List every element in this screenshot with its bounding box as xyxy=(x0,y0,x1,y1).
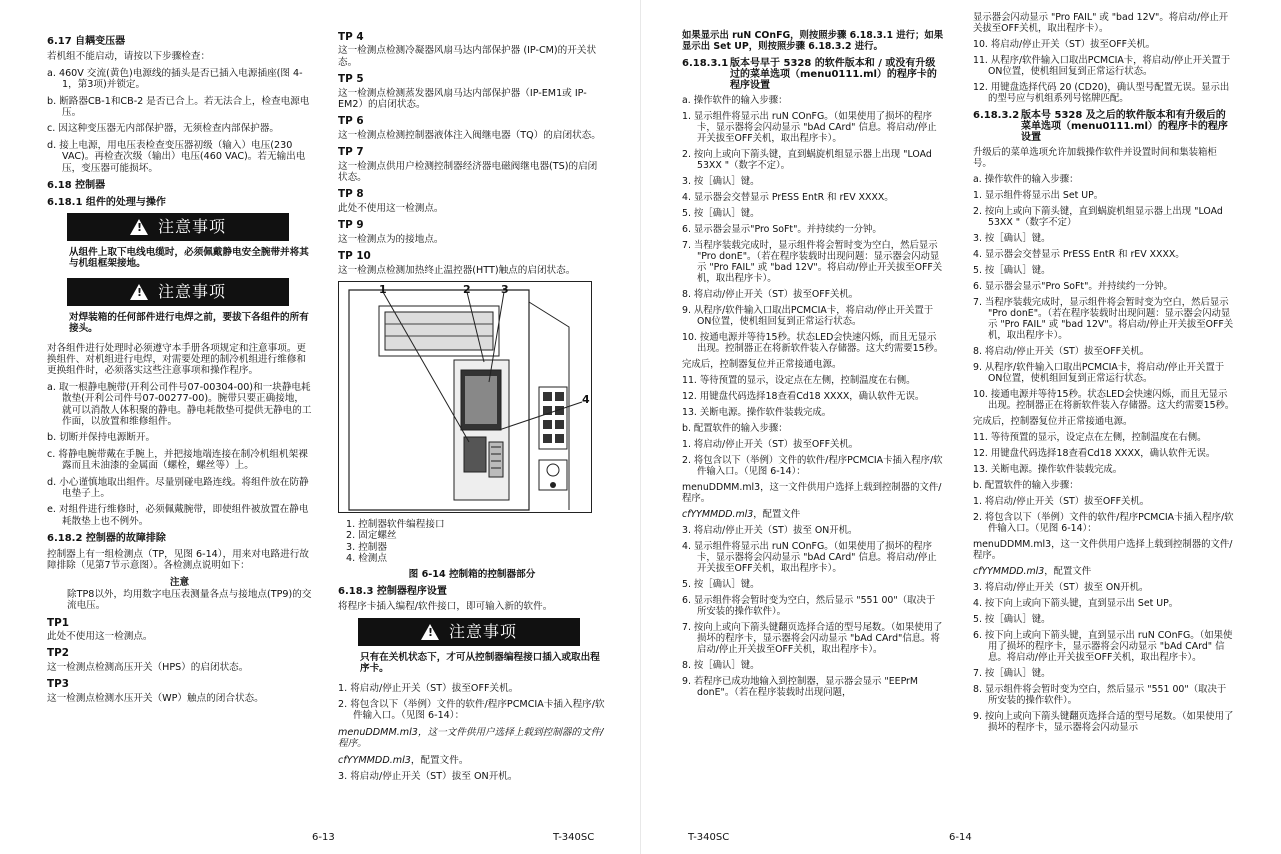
list-item: 1. 显示组件将显示出 ruN COnFG。（如果使用了损坏的程序卡，显示器将会闪动显示 "bAd CArd" 信息。将启动/停止开关拔至OFF关机，取出程序卡）。 xyxy=(682,111,937,144)
list-item: 8. 按［确认］键。 xyxy=(682,660,760,671)
model-label-right: T-340SC xyxy=(688,832,730,843)
paragraph: 对各组件进行处理时必须遵守本手册各项规定和注意事项。更换组件、对机组进行电焊，对需要处理的制冷机组进行维修和更换组件时，必须落实这些注意事项和操作程序。 xyxy=(47,342,307,377)
paragraph: 控制器上有一组检测点（TP，见图 6-14），用来对电路进行故障排除（见第7节示意图）。各检测点说明如下： xyxy=(47,548,309,571)
list-item: 9. 若程序已成功地输入到控制器，显示器会显示 "EEPrM donE"。（若在程序装载时出现问题， xyxy=(682,676,918,698)
list-item: 13. 关断电源。操作软件装载完成。 xyxy=(682,407,832,418)
file-name: cfYYMMDD.ml3 xyxy=(682,509,754,520)
caution-text: 只有在关机状态下，才可从控制器编程接口插入或取出程序卡。 xyxy=(360,651,600,675)
file-name: cfYYMMDD.ml3 xyxy=(338,754,411,766)
tp-label: TP 4 xyxy=(338,31,364,43)
controller-figure xyxy=(338,281,592,513)
column-3 xyxy=(682,30,944,703)
list-item: 10. 将启动/停止开关（ST）拔至OFF关机。 xyxy=(973,39,1156,50)
list-subitem xyxy=(973,566,1235,577)
note-text: 除TP8以外，均用数字电压表测量各点与接地点(TP9)的交流电压。 xyxy=(67,588,312,612)
list-item: 4. 显示器会交替显示 PrESS EntR 和 rEV XXXX。 xyxy=(973,249,1185,260)
tp-text: 这一检测点检测冷凝器风扇马达内部保护器 (IP-CM)的开关状态。 xyxy=(338,45,597,68)
heading-number: 6.18.3.2 xyxy=(973,110,1020,121)
tp-text: 这一检测点检测加热终止温控器(HTT)触点的启闭状态。 xyxy=(338,264,576,276)
list-item: 5. 按［确认］键。 xyxy=(973,265,1051,276)
tp-label: TP 7 xyxy=(338,146,364,159)
list-item: 9. 从程序/软件输入口取出PCMCIA卡，将启动/停止开关置于ON位置，使机组回复到正常运行状态。 xyxy=(682,305,934,327)
tp-text: 这一检测点检测控制器液体注入阀继电器（TQ）的启闭状态。 xyxy=(338,129,601,141)
list-item: 6. 显示器会显示"Pro SoFt"。并持续约一分钟。 xyxy=(682,224,882,235)
page-number-right: 6-14 xyxy=(949,832,972,843)
tp-text: 这一检测点检测水压开关（WP）触点的闭合状态。 xyxy=(47,692,264,704)
list-intro: a. 操作软件的输入步骤： xyxy=(973,174,1079,185)
list-item: 13. 关断电源。操作软件装载完成。 xyxy=(973,464,1123,475)
list-item: 1. 将启动/停止开关（ST）拔至OFF关机。 xyxy=(682,439,859,450)
list-item: 5. 按［确认］键。 xyxy=(682,208,760,219)
list-item: 2. 将包含以下（举例）文件的软件/程序PCMCIA卡插入程序/软件输入口。（见图 6-14）： xyxy=(973,512,1234,534)
legend-item: 3. 控制器 xyxy=(346,541,387,553)
callout-label: 1 xyxy=(379,282,387,296)
list-subitem: menuDDMM.ml3，这一文件供用户选择上载到控制器的文件/程序。 xyxy=(973,539,1233,561)
list-item: 7. 当程序装载完成时，显示组件将会暂时变为空白，然后显示 "Pro donE"。（若在程序装载时出现问题：显示器会闪动显示 "Pro FAIL" 或 "bad 12V"。将启动/停止开关拔至OFF关机，取出程序卡）。 xyxy=(682,240,943,284)
list-subitem: menuDDMM.ml3，这一文件供用户选择上载到控制器的文件/程序。 xyxy=(682,482,942,504)
callout-label: 2 xyxy=(463,282,471,296)
list-item: 2. 将包含以下（举例）文件的软件/程序PCMCIA卡插入程序/软件输入口。（见图 6-14）： xyxy=(682,455,943,477)
caution-text: 从组件上取下电线电缆时，必须佩戴静电安全腕带并将其与机组框架接地。 xyxy=(69,246,309,270)
file-desc: ，配置文件 xyxy=(753,509,801,520)
list-item: c. 因这种变压器无内部保护器，无须检查内部保护器。 xyxy=(47,123,280,135)
list-item: 9. 按向上或向下箭头键翻页选择合适的型号尾数。（如果使用了损坏的程序卡，显示器将会闪动显示 xyxy=(973,711,1234,733)
warning-icon: ! xyxy=(130,284,148,300)
list-item: 1. 将启动/停止开关（ST）拔至OFF关机。 xyxy=(973,496,1150,507)
tp-label: TP 10 xyxy=(338,250,371,263)
legend-item: 4. 检测点 xyxy=(346,553,387,565)
list-item: 6. 显示器会显示"Pro SoFt"。并持续约一分钟。 xyxy=(973,281,1173,292)
list-item: 2. 将包含以下（举例）文件的软件/程序PCMCIA卡插入程序/软件输入口。（见图 6-14）： xyxy=(338,698,605,722)
list-item: 10. 接通电源并等待15秒。状态LED会快速闪烁，而且无显示出现。控制器正在将新软件装入存储器。这大约需要15秒。 xyxy=(973,389,1235,411)
list-note: 完成后，控制器复位并正常接通电源。 xyxy=(682,359,842,370)
caution-label: 注意事项 xyxy=(157,281,226,301)
list-item: 11. 等待预置的显示，设定点在左侧，控制温度在右侧。 xyxy=(682,375,916,386)
caution-banner xyxy=(67,278,289,306)
list-item: 2. 按向上或向下箭头键，直到蜗旋机组显示器上出现 "LOAd 53XX "（数字不定）。 xyxy=(682,149,932,171)
list-item: 12. 用键盘代码选择18查看Cd18 XXXX，确认软件无误。 xyxy=(682,391,925,402)
heading-6-18-2: 6.18.2 控制器的故障排除 xyxy=(47,533,166,545)
list-item: 4. 显示组件将显示出 ruN COnFG。（如果使用了损坏的程序卡，显示器将会闪动显示 "bAd CArd" 信息。将启动/停止开关拔至OFF关机，取出程序卡）。 xyxy=(682,541,937,574)
list-item: 5. 按［确认］键。 xyxy=(973,614,1051,625)
heading-6-17: 6.17 自耦变压器 xyxy=(47,36,126,47)
heading-6-18-3-1 xyxy=(682,58,944,91)
list-item: 4. 显示器会交替显示 PrESS EntR 和 rEV XXXX。 xyxy=(682,192,894,203)
tp-label: TP 9 xyxy=(338,219,364,232)
tp-text: 这一检测点检测蒸发器风扇马达内部保护器（IP-EM1或 IP-EM2）的启闭状态。 xyxy=(338,87,587,111)
paragraph: 升级后的菜单选项允许加载操作软件并设置时间和集装箱柜号。 xyxy=(973,147,1217,169)
list-subitem xyxy=(338,755,606,766)
column-4 xyxy=(973,12,1235,738)
tp-text: 此处不使用这一检测点。 xyxy=(338,202,444,214)
tp-label: TP3 xyxy=(47,678,69,691)
tp-label: TP2 xyxy=(47,647,69,660)
list-item: d. 小心谨慎地取出组件。尽量别碰电路连线。将组件放在防静电垫子上。 xyxy=(47,476,309,499)
tp-text: 这一检测点供用户检测控制器经济器电磁阀继电器(TS)的启闭状态。 xyxy=(338,160,598,184)
page-number-left: 6-13 xyxy=(312,832,335,843)
caution-banner xyxy=(67,213,289,241)
column-2 xyxy=(338,30,606,787)
list-item: 5. 按［确认］键。 xyxy=(682,579,760,590)
list-item: 8. 将启动/停止开关（ST）拔至OFF关机。 xyxy=(682,289,859,300)
list-item: 12. 用键盘选择代码 20 (CD20)，确认型号配置无误。显示出的型号应与机组系列号铭牌匹配。 xyxy=(973,82,1230,104)
tp-text: 此处不使用这一检测点。 xyxy=(47,631,153,643)
controller-illustration xyxy=(339,282,591,512)
list-intro: b. 配置软件的输入步骤： xyxy=(973,480,1079,491)
page-gutter xyxy=(640,0,641,854)
callout-label: 3 xyxy=(501,282,509,296)
heading-number: 6.18.3.1 xyxy=(682,58,729,69)
list-item: 3. 按［确认］键。 xyxy=(682,176,760,187)
list-item: 6. 按下向上或向下箭头键，直到显示出 ruN COnFG。（如果使用了损坏的程序卡，显示器将会闪动显示 "bAd CArd" 信息。将启动/停止开关拔至OFF关机，取出程序卡）。 xyxy=(973,630,1233,663)
list-item: 1. 显示组件将显示出 Set UP。 xyxy=(973,190,1104,201)
heading-text: 版本号早于 5328 的软件版本和 / 或没有升级过的菜单选项（menu0111.ml）的程序卡的程序设置 xyxy=(730,58,937,91)
list-note: 完成后，控制器复位并正常接通电源。 xyxy=(973,416,1133,427)
tp-label: TP 8 xyxy=(338,188,364,201)
list-item: 7. 按向上或向下箭头键翻页选择合适的型号尾数。（如果使用了损坏的程序卡，显示器将会闪动显示 "bAd CArd"信息。将启动/停止开关拔至OFF关机，取出程序卡）。 xyxy=(682,622,943,655)
list-item: 1. 将启动/停止开关（ST）拔至OFF关机。 xyxy=(338,682,519,694)
list-item: d. 接上电源，用电压表检查变压器初级（输入）电压(230 VAC)。再检查次级（输出）电压(460 VAC)。若无输出电压，变压器可能损坏。 xyxy=(47,139,306,174)
paragraph: 将程序卡插入编程/软件接口，即可输入新的软件。 xyxy=(338,601,553,613)
list-item: 6. 显示组件将会暂时变为空白，然后显示 "551 00"（取决于所安装的操作软件）。 xyxy=(682,595,936,617)
file-name: cfYYMMDD.ml3 xyxy=(973,566,1045,577)
list-item: 7. 按［确认］键。 xyxy=(973,668,1051,679)
list-item: 3. 将启动/停止开关（ST）拔至 ON开机。 xyxy=(682,525,858,536)
list-continuation: 显示器会闪动显示 "Pro FAIL" 或 "bad 12V"。将启动/停止开关拔至OFF关机，取出程序卡）。 xyxy=(973,12,1229,34)
column-1 xyxy=(47,30,312,709)
heading-6-18-3-2 xyxy=(973,110,1235,143)
tp-label: TP1 xyxy=(47,616,69,629)
list-item: 9. 从程序/软件输入口取出PCMCIA卡，将启动/停止开关置于ON位置，使机组回复到正常运行状态。 xyxy=(973,362,1225,384)
list-item: 12. 用键盘代码选择18查看Cd18 XXXX，确认软件无误。 xyxy=(973,448,1216,459)
caution-label: 注意事项 xyxy=(157,217,226,237)
list-item: 3. 将启动/停止开关（ST）拔至 ON开机。 xyxy=(338,771,518,782)
list-item: 11. 从程序/软件输入口取出PCMCIA卡，将启动/停止开关置于ON位置，使机组回复到正常运行状态。 xyxy=(973,55,1231,77)
list-subitem: menuDDMM.ml3，这一文件供用户选择上载到控制器的文件/程序。 xyxy=(338,726,604,750)
warning-icon: ! xyxy=(421,624,439,640)
caution-text: 对焊装箱的任何部件进行电焊之前，要拔下各组件的所有接头。 xyxy=(69,311,309,335)
note-label: 注意 xyxy=(169,577,190,589)
list-item: a. 取一根静电腕带(开利公司件号07-00304-00)和一块静电耗散垫(开利公司件号07-00277-00)。腕带只要正确接地，就可以消散人体积聚的静电。静电耗散垫可提供无静电的工作面，以放置和维修组件。 xyxy=(47,381,312,427)
paragraph: 若机组不能启动，请按以下步骤检查： xyxy=(47,51,211,63)
list-item: 11. 等待预置的显示，设定点在左侧，控制温度在右侧。 xyxy=(973,432,1207,443)
file-desc: ，配置文件。 xyxy=(410,754,469,766)
caution-banner xyxy=(358,618,580,646)
list-subitem xyxy=(682,509,944,520)
model-label-left: T-340SC xyxy=(553,832,595,843)
list-intro: b. 配置软件的输入步骤： xyxy=(682,423,788,434)
heading-6-18-3: 6.18.3 控制器程序设置 xyxy=(338,585,447,597)
list-item: 8. 将启动/停止开关（ST）拔至OFF关机。 xyxy=(973,346,1150,357)
list-item: 4. 按下向上或向下箭头键，直到显示出 Set UP。 xyxy=(973,598,1179,609)
list-intro: a. 操作软件的输入步骤： xyxy=(682,95,788,106)
list-item: c. 将静电腕带戴在手腕上，并把接地端连接在制冷机组机架裸露而且未油漆的金属面（螺栓，螺丝等）上。 xyxy=(47,448,308,472)
figure-caption: 图 6-14 控制箱的控制器部分 xyxy=(408,568,536,580)
warning-icon: ! xyxy=(130,219,148,235)
legend-item: 2. 固定螺丝 xyxy=(346,530,397,542)
callout-label: 4 xyxy=(582,392,590,406)
list-item: 8. 显示组件将会暂时变为空白，然后显示 "551 00"（取决于所安装的操作软件）。 xyxy=(973,684,1227,706)
file-desc: ，配置文件 xyxy=(1044,566,1092,577)
tp-label: TP 6 xyxy=(338,115,364,128)
list-item: e. 对组件进行维修时，必须佩戴腕带，即使组件被放置在静电耗散垫上也不例外。 xyxy=(47,504,309,527)
legend-item: 1. 控制器软件编程接口 xyxy=(346,518,445,530)
list-item: 7. 当程序装载完成时，显示组件将会暂时变为空白，然后显示 "Pro donE"。（若在程序装载时出现问题：显示器会闪动显示 "Pro FAIL" 或 "bad 12V"。将启动/停止开关拔至OFF关机，取出程序卡）。 xyxy=(973,297,1234,341)
list-item: 10. 按通电源并等待15秒。状态LED会快速闪烁，而且无显示出现。控制器正在将新软件装入存储器。这大约需要15秒。 xyxy=(682,332,944,354)
heading-6-18-1: 6.18.1 组件的处理与操作 xyxy=(47,197,166,209)
list-item: 3. 按［确认］键。 xyxy=(973,233,1051,244)
tp-text: 这一检测点为的接地点。 xyxy=(338,233,444,245)
tp-text: 这一检测点检测高压开关（HPS）的启闭状态。 xyxy=(47,661,249,673)
tp-label: TP 5 xyxy=(338,73,364,86)
list-item: 2. 按向上或向下箭头键，直到蜗旋机组显示器上出现 "LOAd 53XX "（数字不定） xyxy=(973,206,1223,228)
heading-6-18: 6.18 控制器 xyxy=(47,180,106,192)
figure-legend xyxy=(338,519,606,565)
intro-text: 如果显示出 ruN COnFG，则按照步骤 6.18.3.1 进行；如果显示出 Set UP，则按照步骤 6.18.3.2 进行。 xyxy=(682,30,944,52)
list-item: 3. 将启动/停止开关（ST）拔至 ON开机。 xyxy=(973,582,1149,593)
heading-text: 版本号 5328 及之后的软件版本和有升级后的菜单选项（menu0111.ml）的程序卡的程序设置 xyxy=(1021,110,1228,143)
list-item: b. 断路器CB-1和CB-2 是否已合上。若无法合上，检查电源电压。 xyxy=(47,95,310,119)
caution-label: 注意事项 xyxy=(448,622,517,642)
list-item: b. 切断并保持电源断开。 xyxy=(47,432,156,444)
list-item: a. 460V 交流(黄色)电源线的插头是否已插入电源插座(图 4-1，第3项)并锁定。 xyxy=(47,67,303,91)
